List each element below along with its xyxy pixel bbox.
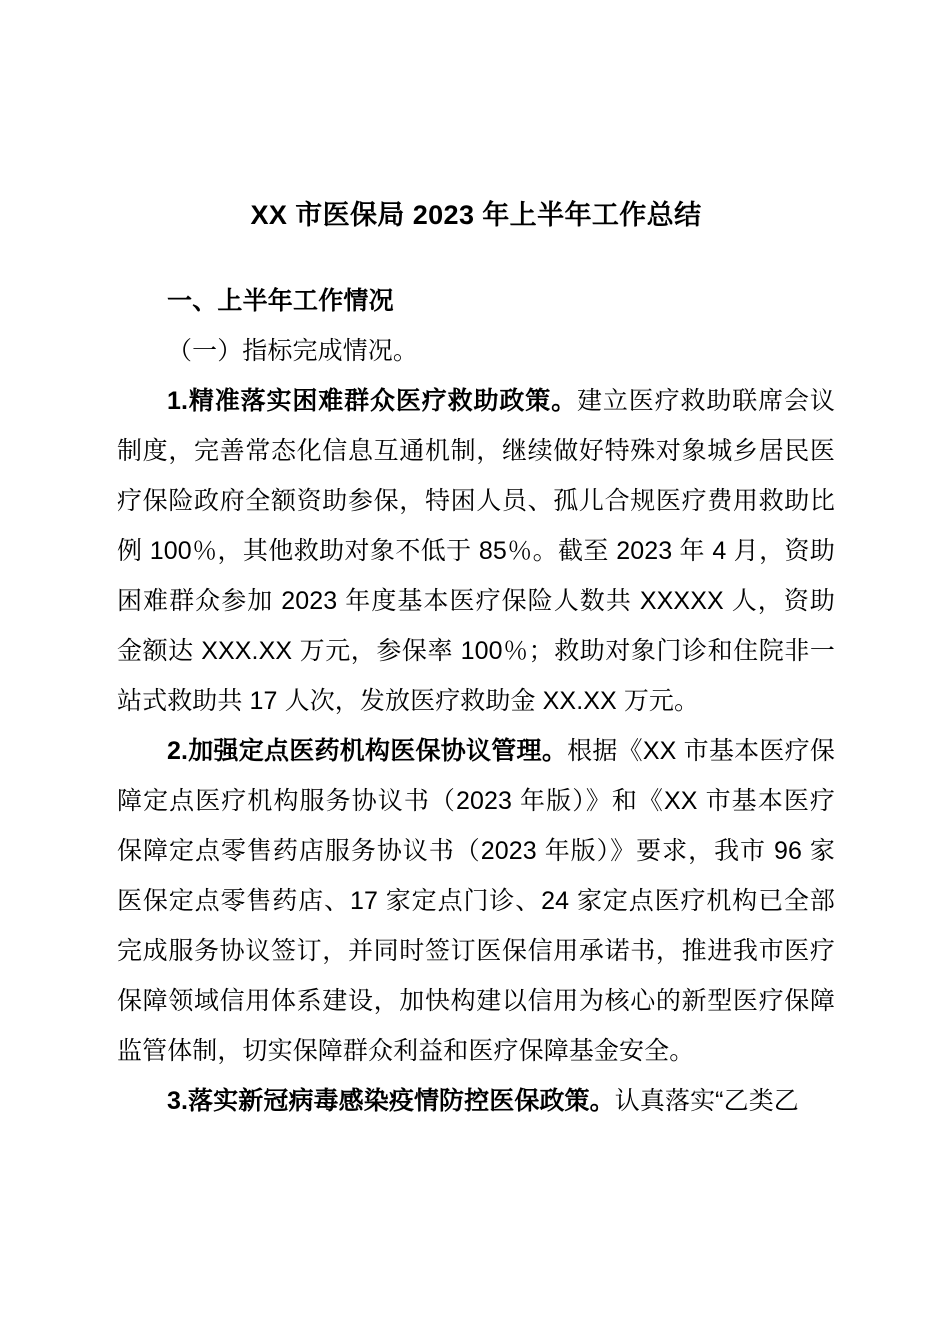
page-title: XX 市医保局 2023 年上半年工作总结: [250, 200, 702, 230]
paragraph-body: 建立医疗救助联席会议制度，完善常态化信息互通机制，继续做好特殊对象城乡居民医疗保险政府全额资助参保，特困人员、孤儿合规医疗费用救助比例 100％，其他救助对象不低于 85％。截至 2023 年 4 月，资助困难群众参加 2023 年度基本医疗保险人数共 XXXXX 人，资助金额达 XXX.XX 万元，参保率 100％；救助对象门诊和住院非一站式救助共 17 人次，发放医疗救助金 XX.XX 万元。: [117, 387, 835, 715]
paragraph-body: 认真落实“乙类乙: [614, 1087, 799, 1115]
paragraph-item-2: [117, 726, 835, 1076]
document-body: [117, 186, 835, 1126]
paragraph-lead: 3.落实新冠病毒感染疫情防控医保政策。: [167, 1087, 615, 1115]
paragraph-body: 根据《XX 市基本医疗保障定点医疗机构服务协议书（2023 年版）》和《XX 市基本医疗保障定点零售药店服务协议书（2023 年版）》要求，我市 96 家医保定点零售药店、17 家定点门诊、24 家定点医疗机构已全部完成服务协议签订，并同时签订医保信用承诺书，推进我市医疗保障领域信用体系建设，加快构建以信用为核心的新型医疗保障监管体制，切实保障群众利益和医疗保障基金安全。: [117, 737, 835, 1065]
section-heading: 一、上半年工作情况: [167, 287, 394, 315]
paragraph-lead: 1.精准落实困难群众医疗救助政策。: [167, 387, 577, 415]
title-spacer: [117, 240, 835, 276]
paragraph-lead: 2.加强定点医药机构医保协议管理。: [167, 737, 568, 765]
paragraph-item-1: [117, 376, 835, 726]
subsection-heading: （一）指标完成情况。: [167, 337, 419, 365]
paragraph-item-3: [117, 1076, 835, 1126]
